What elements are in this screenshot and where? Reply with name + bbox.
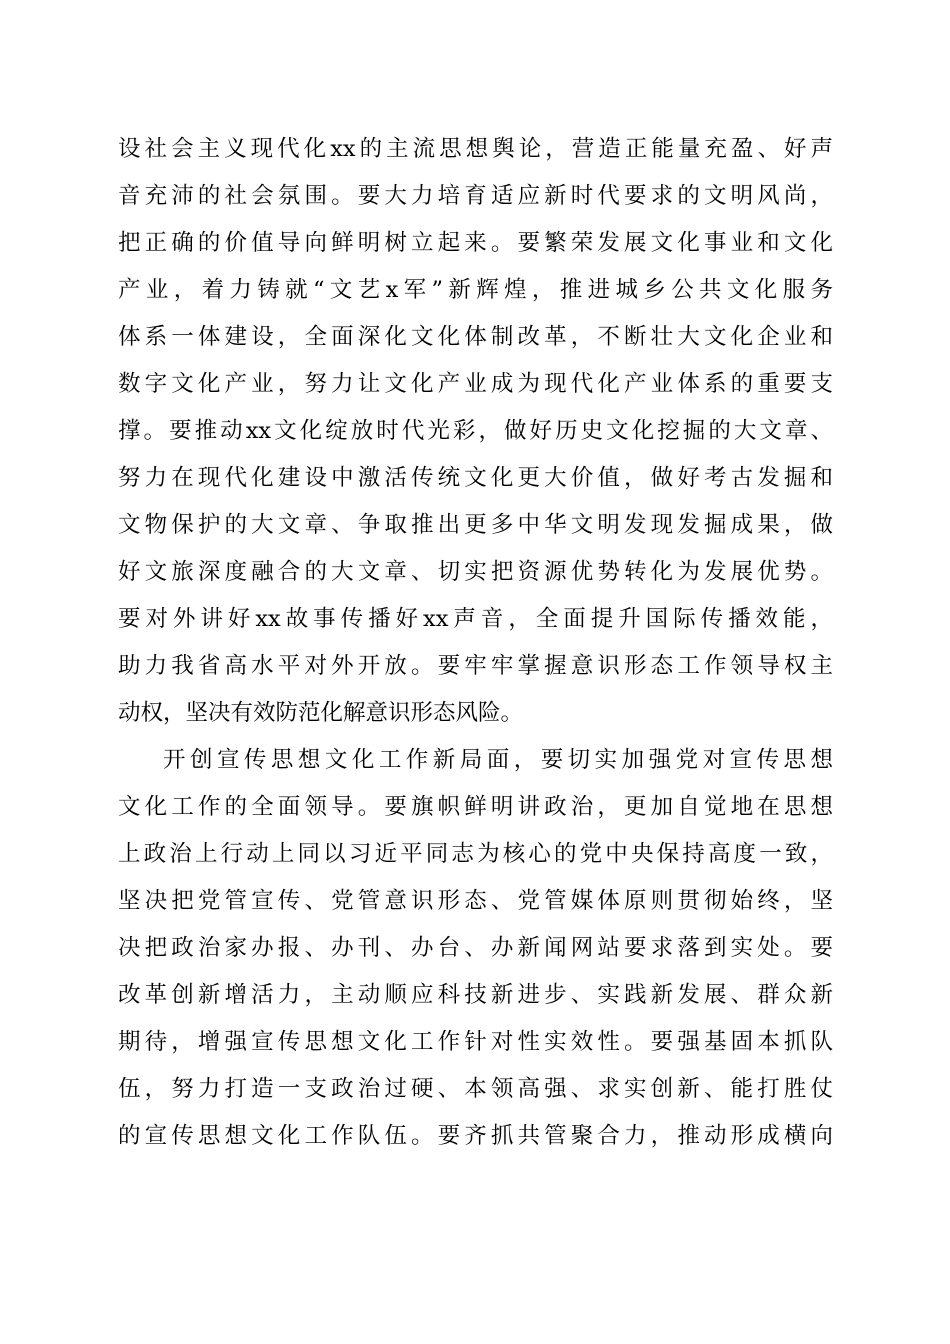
text-line: 好文旅深度融合的大文章、切实把资源优势转化为发展优势。 [118, 559, 833, 585]
text-line: 要对外讲好xx故事传播好xx声音，全面提升国际传播效能， [118, 606, 833, 632]
text-line: 动权，坚决有效防范化解意识形态风险。 [118, 700, 524, 726]
text-line: 上政治上行动上同以习近平同志为核心的党中央保持高度一致， [118, 841, 833, 867]
text-line: 改革创新增活力，主动顺应科技新进步、实践新发展、群众新 [118, 982, 833, 1008]
text-line: 撑。要推动xx文化绽放时代光彩，做好历史文化挖掘的大文章、 [118, 418, 833, 444]
text-line: 努力在现代化建设中激活传统文化更大价值，做好考古发掘和 [118, 465, 833, 491]
text-line: 音充沛的社会氛围。要大力培育适应新时代要求的文明风尚， [118, 183, 833, 209]
text-line: 开创宣传思想文化工作新局面，要切实加强党对宣传思想 [163, 747, 833, 773]
text-line: 伍，努力打造一支政治过硬、本领高强、求实创新、能打胜仗 [118, 1076, 833, 1102]
text-line: 决把政治家办报、办刊、办台、办新闻网站要求落到实处。要 [118, 935, 833, 961]
text-line: 坚决把党管宣传、党管意识形态、党管媒体原则贯彻始终，坚 [118, 888, 833, 914]
text-line: 文物保护的大文章、争取推出更多中华文明发现发掘成果，做 [118, 512, 833, 538]
text-line: 设社会主义现代化xx的主流思想舆论，营造正能量充盈、好声 [118, 136, 833, 162]
text-line: 数字文化产业，努力让文化产业成为现代化产业体系的重要支 [118, 371, 833, 397]
paragraph-2 [118, 737, 833, 1160]
text-line: 期待，增强宣传思想文化工作针对性实效性。要强基固本抓队 [118, 1029, 833, 1055]
text-line: 体系一体建设，全面深化文化体制改革，不断壮大文化企业和 [118, 324, 833, 350]
text-line: 的宣传思想文化工作队伍。要齐抓共管聚合力，推动形成横向 [118, 1123, 833, 1149]
document-body [118, 126, 833, 1160]
text-line: 助力我省高水平对外开放。要牢牢掌握意识形态工作领导权主 [118, 653, 833, 679]
text-line: 把正确的价值导向鲜明树立起来。要繁荣发展文化事业和文化 [118, 230, 833, 256]
text-line: 文化工作的全面领导。要旗帜鲜明讲政治，更加自觉地在思想 [118, 794, 833, 820]
paragraph-1 [118, 126, 833, 737]
text-line: 产业，着力铸就“文艺x军”新辉煌，推进城乡公共文化服务 [118, 277, 833, 303]
